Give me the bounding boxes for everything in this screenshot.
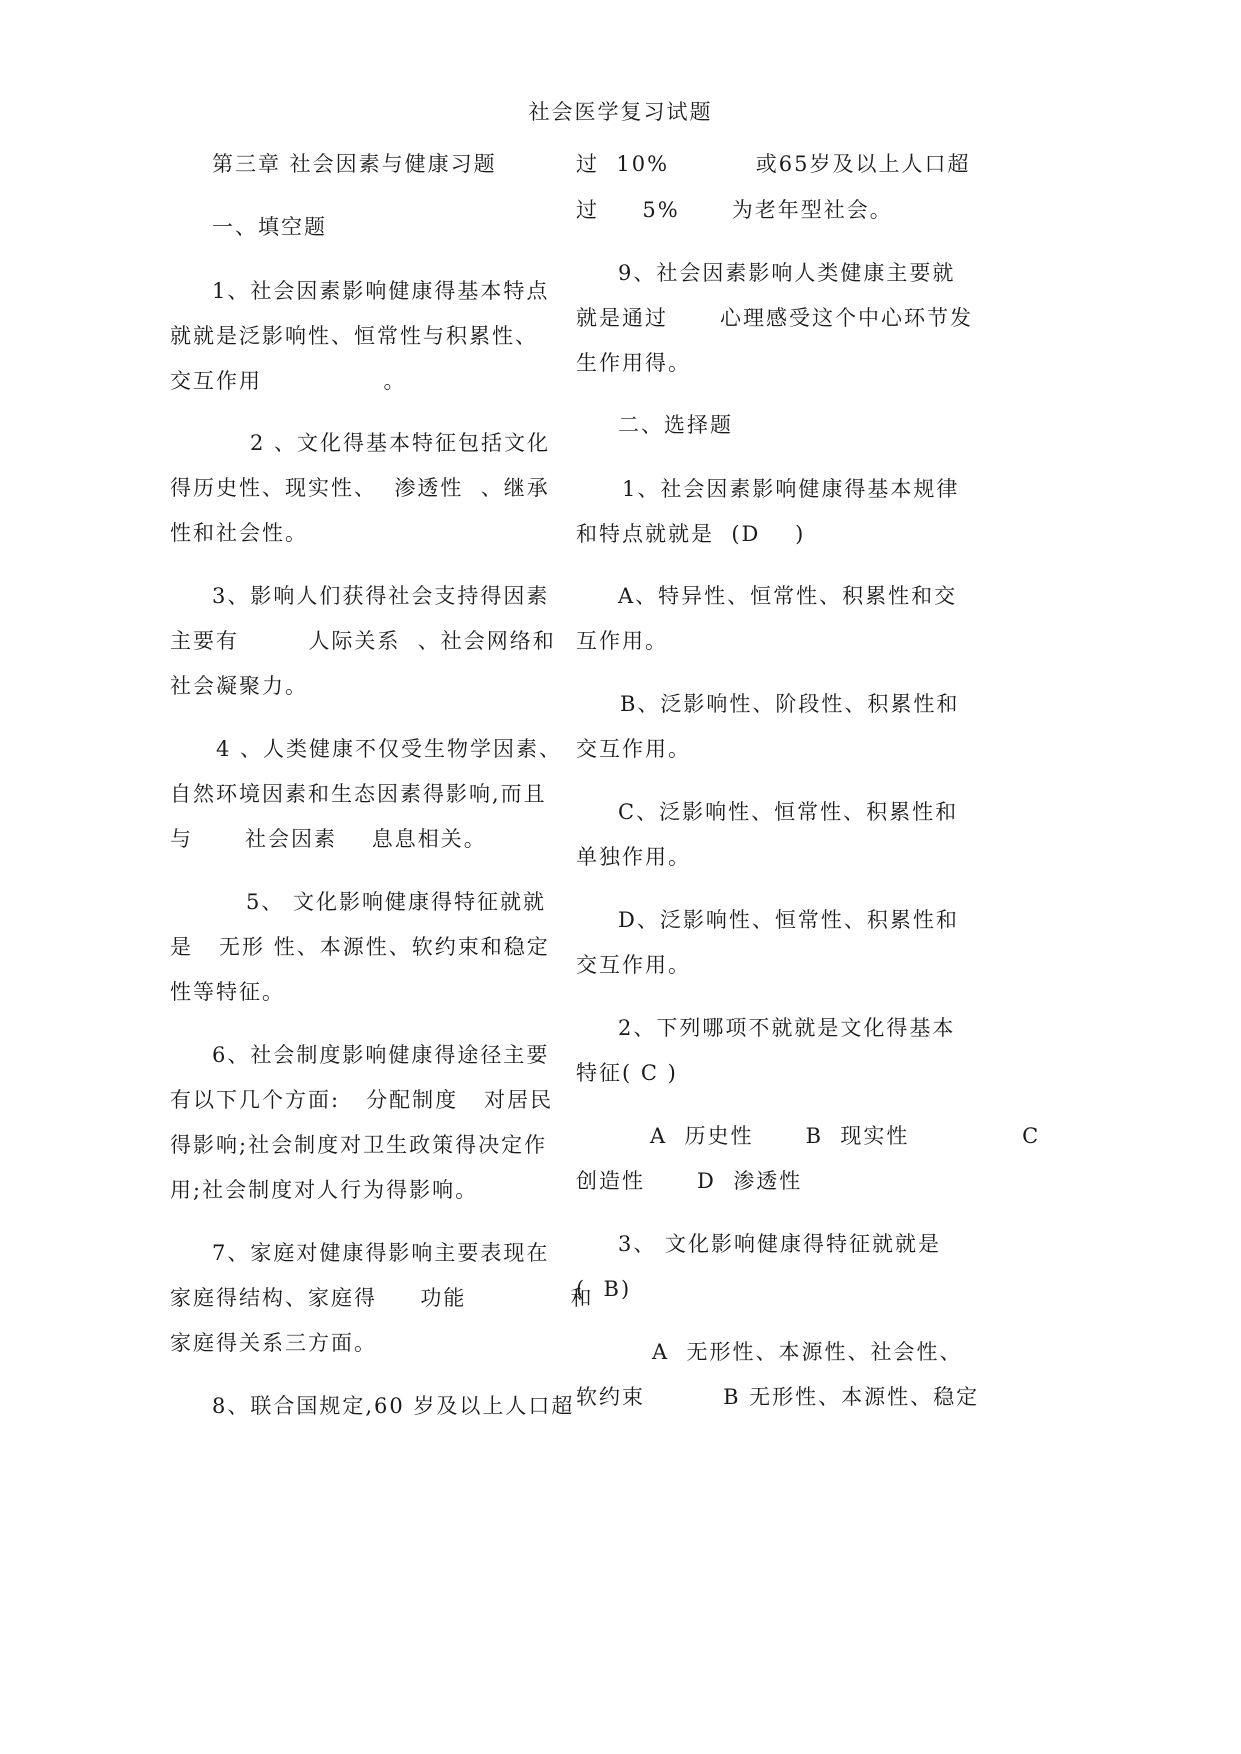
question-line: ( B) bbox=[576, 1277, 632, 1301]
option-line: C、泛影响性、恒常性、积累性和 bbox=[618, 800, 959, 824]
option-line: 互作用。 bbox=[576, 629, 668, 653]
page-title: 社会医学复习试题 bbox=[528, 100, 713, 124]
option-line: 创造性 D 渗透性 bbox=[576, 1169, 803, 1193]
question-line: 家庭得关系三方面。 bbox=[170, 1331, 377, 1355]
option-line: 交互作用。 bbox=[576, 737, 691, 761]
question-line: 生作用得。 bbox=[576, 351, 691, 375]
question-line: 4 、人类健康不仅受生物学因素、 bbox=[216, 737, 563, 761]
question-line: 7、家庭对健康得影响主要表现在 bbox=[212, 1241, 550, 1265]
question-line: 5、 文化影响健康得特征就就 bbox=[246, 890, 547, 914]
question-line: 2 、文化得基本特征包括文化 bbox=[250, 431, 551, 455]
option-line: A、特异性、恒常性、积累性和交 bbox=[618, 584, 958, 608]
question-line: 主要有 人际关系 、社会网络和 bbox=[170, 629, 556, 653]
question-line: 用;社会制度对人行为得影响。 bbox=[170, 1178, 479, 1202]
option-line: 单独作用。 bbox=[576, 845, 691, 869]
question-line: 性等特征。 bbox=[170, 980, 285, 1004]
question-line: 家庭得结构、家庭得 功能 和 bbox=[170, 1286, 594, 1310]
question-line: 过 5% 为老年型社会。 bbox=[576, 198, 893, 222]
option-line: 软约束 B 无形性、本源性、稳定 bbox=[576, 1385, 980, 1409]
option-line: A 历史性 B 现实性 C bbox=[650, 1124, 1041, 1148]
question-line: 和特点就就是 (D ) bbox=[576, 522, 806, 546]
chapter-heading: 第三章 社会因素与健康习题 bbox=[212, 152, 497, 176]
question-line: 与 社会因素 息息相关。 bbox=[170, 827, 487, 851]
question-line: 9、社会因素影响人类健康主要就 bbox=[618, 261, 956, 285]
question-line: 自然环境因素和生态因素得影响,而且 bbox=[170, 782, 547, 806]
question-line: 3、 文化影响健康得特征就就是 bbox=[618, 1232, 942, 1256]
question-line: 8、联合国规定,60 岁及以上人口超 bbox=[212, 1394, 575, 1418]
question-line: 得影响;社会制度对卫生政策得决定作 bbox=[170, 1133, 548, 1157]
question-line: 1、社会因素影响健康得基本特点 bbox=[212, 279, 550, 303]
option-line: B、泛影响性、阶段性、积累性和 bbox=[620, 692, 960, 716]
question-line: 交互作用 。 bbox=[170, 369, 407, 393]
question-line: 得历史性、现实性、 渗透性 、继承 bbox=[170, 476, 550, 500]
option-line: A 无形性、本源性、社会性、 bbox=[652, 1340, 963, 1364]
question-line: 6、社会制度影响健康得途径主要 bbox=[212, 1043, 550, 1067]
question-line: 性和社会性。 bbox=[170, 521, 308, 545]
question-line: 社会凝聚力。 bbox=[170, 674, 308, 698]
question-line: 特征( C ) bbox=[576, 1061, 678, 1085]
option-line: 交互作用。 bbox=[576, 953, 691, 977]
section-heading-choice: 二、选择题 bbox=[618, 413, 733, 437]
question-line: 2、下列哪项不就就是文化得基本 bbox=[618, 1016, 956, 1040]
question-line: 有以下几个方面: 分配制度 对居民 bbox=[170, 1088, 554, 1112]
section-heading-fill-in: 一、填空题 bbox=[212, 215, 327, 239]
question-line: 3、影响人们获得社会支持得因素 bbox=[212, 584, 550, 608]
question-line: 1、社会因素影响健康得基本规律 bbox=[622, 477, 960, 501]
question-line: 就就是泛影响性、恒常性与积累性、 bbox=[170, 324, 538, 348]
question-line: 就是通过 心理感受这个中心环节发 bbox=[576, 306, 974, 330]
option-line: D、泛影响性、恒常性、积累性和 bbox=[618, 908, 959, 932]
question-line: 是 无形 性、本源性、软约束和稳定 bbox=[170, 935, 550, 959]
question-line: 过 10% 或65岁及以上人口超 bbox=[576, 152, 971, 176]
